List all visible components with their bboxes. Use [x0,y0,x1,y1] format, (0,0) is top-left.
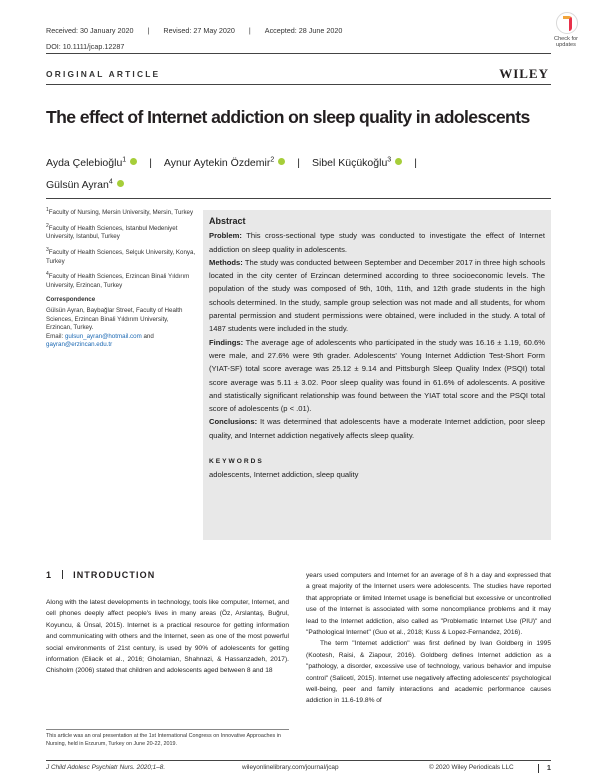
section-number: 1 [46,570,53,580]
author-rule [46,198,551,199]
affiliations [46,206,196,354]
right-column [306,570,551,707]
footnote: This article was an oral presentation at the 1st International Congress on Innovative Approaches in Nursing, held in Erzurum, Turkey on June 20-22, 2019. [46,733,281,747]
body-paragraph: The term "Internet addiction" was first defined by Ivan Goldberg in 1995 (Kootesh, Raisi, & Ziapour, 2016). Goldberg defines Internet addiction as a "pathology, a disorder, excessive use of technology, various behavior and impulse control" (Salicetí, 2015). Internet use negatively affecting adolescents' psychological well-being, peer and family interactions and academic performance causes addiction in 11.6-19.8% of [306,640,551,705]
journal-url[interactable]: wileyonlinelibrary.com/journal/jcap [242,764,339,771]
revised-date: Revised: 27 May 2020 [163,26,235,35]
journal-citation: J Child Adolesc Psychiatr Nurs. 2020;1–8. [46,764,166,771]
author-separator: | [414,156,417,169]
author-name: Aynur Aytekin Özdemir [163,156,271,169]
affiliation [46,222,196,242]
author[interactable] [312,157,402,169]
affiliation-sup: 2 [46,222,49,229]
abstract-findings [209,336,545,416]
check-updates-icon [556,12,578,34]
findings-text: The average age of adolescents who participated in the study was 16.16 ± 1.19, 60.6% were male, and 27.6% were 9th grader. Adolescents' Young Internet Addiction Test-Short Form (YIAT-SF) total score average was 25.12 ± 9.14 and Pittsburgh Sleep Quality Index (PSQI) total score average was 5.11 ± 3.02. Poor sleep quality was found in 61.6% of adolescents. A positive and statistically significant relationship was found between the YIAT total score and the PSQI total score of adolescents (p < .01). [209,337,545,414]
orcid-icon[interactable] [130,158,137,165]
affiliation [46,246,196,266]
keywords: adolescents, Internet addiction, sleep quality [209,470,359,480]
header-sep: | [147,26,150,35]
check-for-updates-badge[interactable] [546,8,586,52]
problem-label: Problem: [209,231,242,241]
abstract-conclusions [209,415,545,442]
findings-label: Findings: [209,337,244,347]
doi[interactable]: DOI: 10.1111/jcap.12287 [46,42,125,51]
abstract-problem [209,229,545,256]
publisher-logo: WILEY [499,66,549,81]
author[interactable] [164,157,285,169]
page-title: The effect of Internet addiction on sleep quality in adolescents [46,107,530,127]
conclusions-text: It was determined that adolescents have a moderate Internet addiction, poor sleep quality, and Internet addiction negatively affects sleep quality. [209,417,545,440]
correspondence-heading: Correspondence [46,296,96,304]
author-separator: | [297,156,300,169]
article-dates [46,26,356,35]
abstract-heading: Abstract [209,216,246,226]
author-name: Sibel Küçükoğlu [311,156,388,169]
affiliation-sup: 3 [46,246,49,253]
author-name: Gülsün Ayran [46,179,109,191]
affiliation [46,206,196,218]
title-rule [46,84,551,85]
author[interactable] [46,157,137,169]
header-sep: | [248,26,251,35]
left-column [46,597,289,677]
affiliation-text: Faculty of Health Sciences, Erzincan Binali Yıldırım University, Erzincan, Turkey [46,273,190,289]
badge-label-line2: updates [556,42,576,49]
abstract-box [203,210,551,540]
page-number: 1 [546,763,551,772]
copyright: © 2020 Wiley Periodicals LLC [429,764,514,771]
section-divider [62,570,63,579]
header-rule [46,53,551,54]
orcid-icon[interactable] [278,158,285,165]
author-name: Ayda Çelebioğlu [46,156,123,169]
problem-text: This cross-sectional type study was conducted to investigate the effect of Internet addiction on sleep quality in adolescents. [209,231,545,254]
methods-label: Methods: [209,257,243,267]
article-type: ORIGINAL ARTICLE [46,69,161,79]
affiliation-text: Faculty of Health Sciences, Selçuk University, Konya, Turkey [46,248,196,265]
author[interactable] [46,179,124,191]
author-sup: 2 [270,156,275,163]
body-paragraph: Along with the latest developments in technology, tools like computer, Internet, and cell phones deeply affect people's lives in many areas (Öz, Arslantaş, Buğrul, Koyuncu, & Ünsal, 2015). Internet is a practical resource for getting information and communicating with others and the Internet, seen as one of the most powerful social environments of 21st century, is used by 90% of adolescents for getting information (Eliacik et al., 2016; Gholamian, Shahnazi, & Hassanzadeh, 2017). Chisholm (2006) stated that children and adolescents aged between 8 and 18 [46,599,289,675]
email-link[interactable]: gayran@erzincan.edu.tr [46,341,113,349]
abstract-methods [209,256,545,336]
received-date: Received: 30 January 2020 [46,26,134,35]
section-heading [46,570,155,580]
affiliation-text: Faculty of Nursing, Mersin University, Mersin, Turkey [48,209,194,217]
affiliation-sup: 4 [46,271,49,278]
conclusions-label: Conclusions: [209,417,258,427]
correspondence-address: Gülsün Ayran, Baybağlar Street, Faculty of Health Sciences, Erzincan Binali Yıldırım University, Erzincan, Turkey. [46,307,183,332]
affiliation [46,270,196,290]
keywords-heading: KEYWORDS [209,458,264,466]
author-list [46,150,551,195]
email-and: and [143,332,154,340]
footnote-rule [46,729,289,730]
author-separator: | [149,156,152,169]
author-sup: 3 [387,156,392,163]
correspondence-text [46,307,196,350]
section-title: INTRODUCTION [73,570,156,580]
methods-text: The study was conducted between September and December 2017 in three high schools located in the city center of Erzincan determined according to three socioeconomic levels. The population of the study was composed of 9th, 10th, 11th, and 12th grade students in the high schools determined. In the study, sample group selection was not made and all students, for whom parental permission and student permissions were obtained, were included in the study. A total of 1487 students were included in the study. [209,257,545,334]
orcid-icon[interactable] [117,180,124,187]
affiliation-sup: 1 [46,207,49,213]
email-link[interactable]: gulsun_ayran@hotmail.com [64,332,142,340]
affiliation-text: Faculty of Health Sciences, Istanbul Medeniyet University, Istanbul, Turkey [46,224,178,241]
body-paragraph: years used computers and Internet for an average of 8 h a day and expressed that a great majority of the Internet users were adolescents. The studies have reported that appropriate or limited Internet usage is beneficial but excessive or uncontrolled use of the Internet is associated with some noncompliance problems and it may lead to the Internet addiction, also called as "Problematic Internet Use (PIU)" and "Pathological Internet" (Guo et al., 2018; Kuss & Lopez-Fernandez, 2016). [306,572,551,637]
badge-label-line1: Check for [554,36,578,42]
email-label: Email: [46,332,64,340]
footer-rule [46,760,551,761]
orcid-icon[interactable] [395,158,402,165]
badge-label [546,36,586,49]
accepted-date: Accepted: 28 June 2020 [264,26,343,35]
author-sup: 4 [108,178,113,186]
author-sup: 1 [122,156,127,163]
